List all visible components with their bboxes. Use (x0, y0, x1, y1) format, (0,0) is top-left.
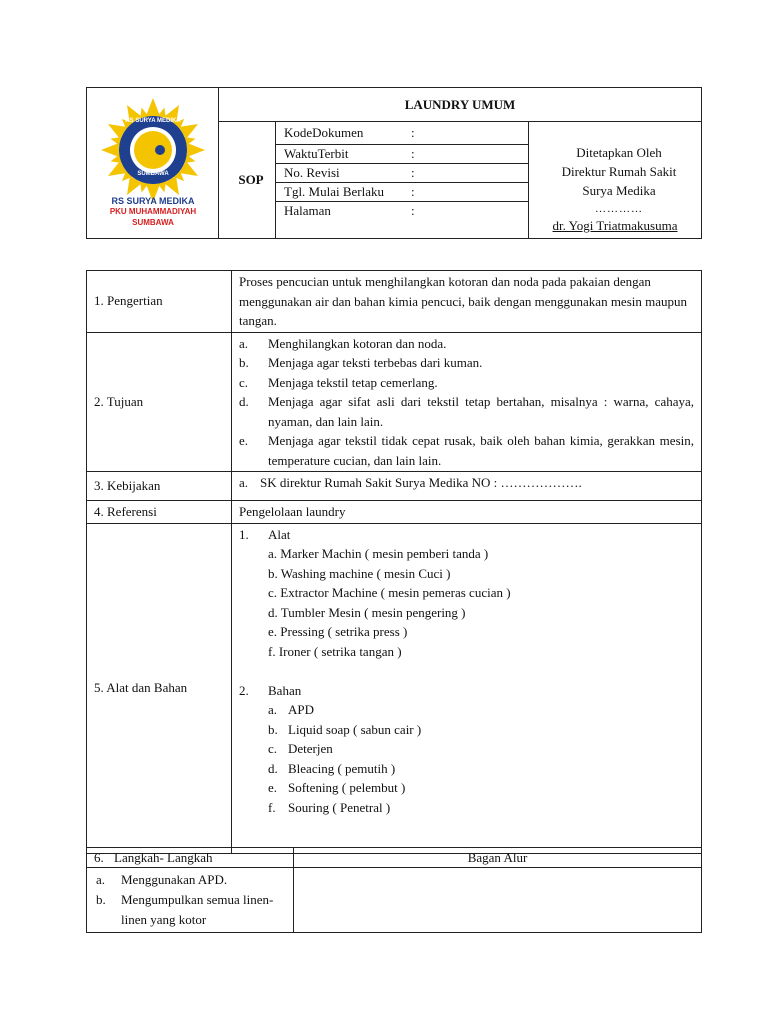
list-item (239, 392, 694, 431)
meta-label: Halaman (284, 203, 331, 218)
approval-line-3: Surya Medika (582, 183, 656, 198)
tujuan-list-cell (232, 332, 702, 472)
list-item (96, 870, 286, 890)
logo-line-1: RS SURYA MEDIKA (111, 196, 195, 206)
meta-separator: : (411, 146, 415, 161)
meta-tgl-mulai (276, 183, 529, 202)
meta-separator: : (411, 165, 415, 180)
logo-line-3: SUMBAWA (132, 218, 174, 227)
kebijakan-cell (232, 472, 702, 501)
list-number: 2. (239, 682, 249, 698)
steps-heading (87, 848, 294, 868)
list-marker: a. (268, 702, 278, 717)
pengertian-text-cell (232, 271, 702, 333)
meta-label: KodeDokumen (284, 125, 364, 140)
row-pengertian (87, 271, 702, 333)
list-marker: f. (268, 799, 276, 815)
list-item-text: Souring ( Penetral ) (288, 799, 391, 815)
section-label: 3. Kebijakan (87, 472, 232, 501)
pengertian-text: Proses pencucian untuk menghilangkan kotoran dan noda pada pakaian dengan menggunakan air dan bahan kimia pencuci, baik dengan menggunakan mesin maupun tangan. (239, 274, 687, 328)
list-item-text: Menjaga agar tekstil tidak cepat rusak, baik oleh bahan kimia, gerakkan mesin, temperature cucian, dan lain lain. (268, 433, 694, 468)
list-item: f. Ironer ( setrika tangan ) (268, 643, 402, 659)
bahan-heading (239, 681, 694, 701)
alat-bahan-cell (232, 523, 702, 853)
tujuan-list (239, 334, 694, 471)
list-item-text: Liquid soap ( sabun cair ) (288, 721, 422, 737)
alat-title: Alat (268, 526, 291, 542)
director-name: dr. Yogi Triatmakusuma (552, 218, 678, 233)
list-item (239, 373, 694, 393)
meta-kode-dokumen (276, 122, 529, 145)
meta-label: Tgl. Mulai Berlaku (284, 184, 385, 199)
list-marker: b. (239, 355, 249, 370)
kebijakan-text: SK direktur Rumah Sakit Surya Medika NO : ………………. (260, 475, 582, 490)
list-item-text: Deterjen (288, 741, 333, 756)
list-marker: b. (96, 892, 106, 907)
meta-no-revisi (276, 164, 529, 183)
row-referensi (87, 501, 702, 524)
section-label: 2. Tujuan (87, 332, 232, 472)
list-item (239, 700, 694, 720)
section-label: 5. Alat dan Bahan (87, 523, 232, 853)
list-item: c. Extractor Machine ( mesin pemeras cucian ) (268, 585, 511, 600)
steps-heading-label: Langkah- Langkah (114, 849, 213, 865)
list-item-text: Menjaga agar teksti terbebas dari kuman. (268, 355, 483, 370)
list-item: a. Marker Machin ( mesin pemberi tanda ) (268, 546, 489, 561)
list-item (239, 720, 694, 740)
list-marker: c. (239, 374, 249, 390)
steps-table (86, 847, 702, 933)
list-item (239, 353, 694, 373)
row-kebijakan (87, 472, 702, 501)
approval-line-2: Direktur Rumah Sakit (561, 164, 677, 179)
list-marker: a. (239, 475, 249, 490)
list-item (239, 739, 694, 759)
meta-label: WaktuTerbit (284, 146, 349, 161)
list-marker: e. (268, 780, 278, 795)
approval-line-1: Ditetapkan Oleh (576, 145, 662, 160)
flow-chart-heading: Bagan Alur (294, 848, 702, 868)
list-item: e. Pressing ( setrika press ) (268, 624, 408, 639)
row-alat-bahan (87, 523, 702, 853)
list-item: d. Tumbler Mesin ( mesin pengering ) (268, 604, 466, 620)
list-item (239, 334, 694, 354)
list-marker: d. (239, 394, 249, 409)
row-tujuan (87, 332, 702, 472)
logo-line-2: PKU MUHAMMADIYAH (109, 207, 197, 216)
logo-ring-text-top: RS SURYA MEDIKA (125, 118, 181, 124)
section-label: 4. Referensi (87, 501, 232, 524)
meta-waktu-terbit (276, 145, 529, 164)
document-title: LAUNDRY UMUM (219, 88, 702, 122)
meta-separator: : (411, 125, 415, 140)
list-number: 1. (239, 526, 249, 542)
flow-chart-area (294, 868, 702, 933)
list-marker: a. (96, 872, 106, 887)
sop-content-table (86, 270, 702, 854)
logo-cell (87, 88, 219, 239)
meta-label: No. Revisi (284, 165, 340, 180)
list-marker: c. (268, 741, 278, 756)
list-item (239, 778, 694, 798)
list-item-text: Bleacing ( pemutih ) (288, 760, 396, 776)
alat-heading (239, 525, 694, 545)
list-item (239, 431, 694, 470)
list-item-text: Menjaga agar sifat asli dari tekstil tetap bertahan, misalnya : warna, cahaya, nyaman, dan lain lain. (268, 394, 694, 429)
list-item-text: Menjaga tekstil tetap cemerlang. (268, 374, 438, 390)
list-item-text: Softening ( pelembut ) (288, 780, 406, 795)
list-item (239, 759, 694, 779)
list-item (239, 798, 694, 818)
list-marker: a. (239, 335, 249, 351)
list-item-text: APD (288, 702, 315, 717)
list-marker: e. (239, 433, 249, 448)
list-item-text: Menggunakan APD. (121, 872, 228, 887)
meta-separator: : (411, 203, 415, 218)
logo-ring-text-bottom: SUMBAWA (137, 171, 169, 177)
approval-cell (529, 122, 702, 239)
hospital-logo (87, 88, 219, 238)
list-number: 6. (94, 849, 104, 865)
section-label: 1. Pengertian (87, 271, 232, 333)
list-item: b. Washing machine ( mesin Cuci ) (268, 565, 451, 581)
steps-list-cell (87, 868, 294, 933)
list-item-text: Menghilangkan kotoran dan noda. (268, 335, 447, 351)
sun-emblem-icon (87, 94, 219, 212)
list-marker: d. (268, 760, 278, 776)
bahan-title: Bahan (268, 682, 302, 698)
list-marker: b. (268, 721, 278, 737)
sop-label: SOP (219, 122, 276, 239)
header-table (86, 87, 702, 239)
meta-halaman (276, 202, 529, 239)
referensi-text: Pengelolaan laundry (232, 501, 702, 524)
meta-separator: : (411, 184, 415, 199)
list-item (96, 890, 286, 930)
list-item-text: Mengumpulkan semua linen-linen yang kotor (121, 892, 274, 927)
signature-placeholder: ………… (595, 203, 644, 215)
